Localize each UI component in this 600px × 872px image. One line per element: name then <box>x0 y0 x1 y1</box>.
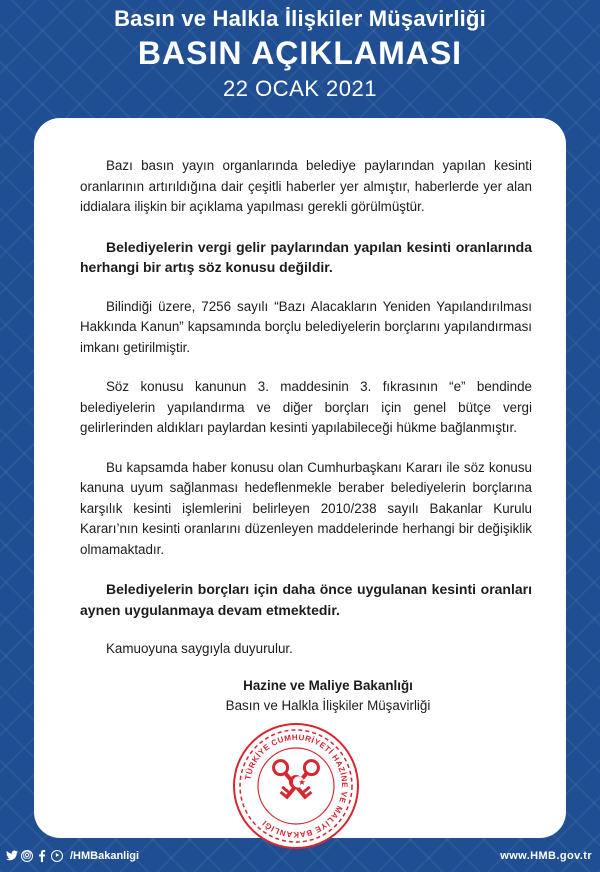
signature-ministry: Hazine ve Maliye Bakanlığı <box>243 677 413 693</box>
paragraph-continue: Belediyelerin borçları için daha önce uygulanan kesinti oranları aynen uygulanmaya devam etmektedir. <box>80 581 532 618</box>
website-link[interactable]: www.HMB.gov.tr <box>500 850 592 862</box>
instagram-icon[interactable] <box>21 850 33 862</box>
youtube-icon[interactable] <box>51 850 63 862</box>
facebook-icon[interactable] <box>36 850 48 862</box>
paragraph-law-7256: Bilindiği üzere, 7256 sayılı “Bazı Alacakların Yeniden Yapılandırılması Hakkında Kanun” kapsamında borçlu belediyelerin borçlarını yapılandırması imkanı getirilmiştir. <box>80 298 532 355</box>
social-handle[interactable]: /HMBakanligi <box>70 850 140 862</box>
twitter-icon[interactable] <box>6 850 18 862</box>
paragraph-decree: Bu kapsamda haber konusu olan Cumhurbaşkanı Kararı ile söz konusu kanuna uyum sağlanması hedeflenmekle beraber belediyelerin borçlarına karşılık kesinti işlemlerini belirleyen 2010/238 sayılı Bakanlar Kurulu Kararı’nın kesinti oranlarını düzenleyen maddelerinde herhangi bir değişiklik olmamaktadır. <box>80 459 532 557</box>
organization-name: Basın ve Halkla İlişkiler Müşavirliği <box>114 6 486 31</box>
statement-body <box>80 156 532 716</box>
signature-block <box>124 676 532 716</box>
paragraph-intro: Bazı basın yayın organlarında belediye paylarından yapılan kesinti oranlarının artırıldığına dair çeşitli haberler yer almıştır, haberlerde yer alan iddialara ilişkin bir açıklama yapılması gerekli görülmüştür. <box>80 158 532 214</box>
social-links <box>6 850 139 862</box>
paragraph-closing: Kamuoyuna saygıyla duyurulur. <box>106 641 293 656</box>
paragraph-no-increase: Belediyelerin vergi gelir paylarından yapılan kesinti oranlarında herhangi bir artış söz konusu değildir. <box>80 238 532 275</box>
paragraph-article-3: Söz konusu kanunun 3. maddesinin 3. fıkrasının “e” bendinde belediyelerin yapılandırma ve diğer borçları için genel bütçe vergi gelirlerinden aldıkları paylardan kesinti yapılabileceği hükme bağlanmıştır. <box>80 379 532 435</box>
page-title: BASIN AÇIKLAMASI <box>137 35 463 71</box>
statement-card <box>34 118 566 838</box>
header <box>0 6 600 102</box>
signature-office: Basın ve Halkla İlişkiler Müşavirliği <box>225 697 431 713</box>
seal-ring-text: TÜRKİYE CUMHURİYETİ HAZİNE VE MALİYE BAKANLIĞI <box>243 732 350 840</box>
release-date: 22 OCAK 2021 <box>223 76 377 101</box>
footer <box>0 842 600 872</box>
ministry-seal-icon <box>232 722 360 850</box>
